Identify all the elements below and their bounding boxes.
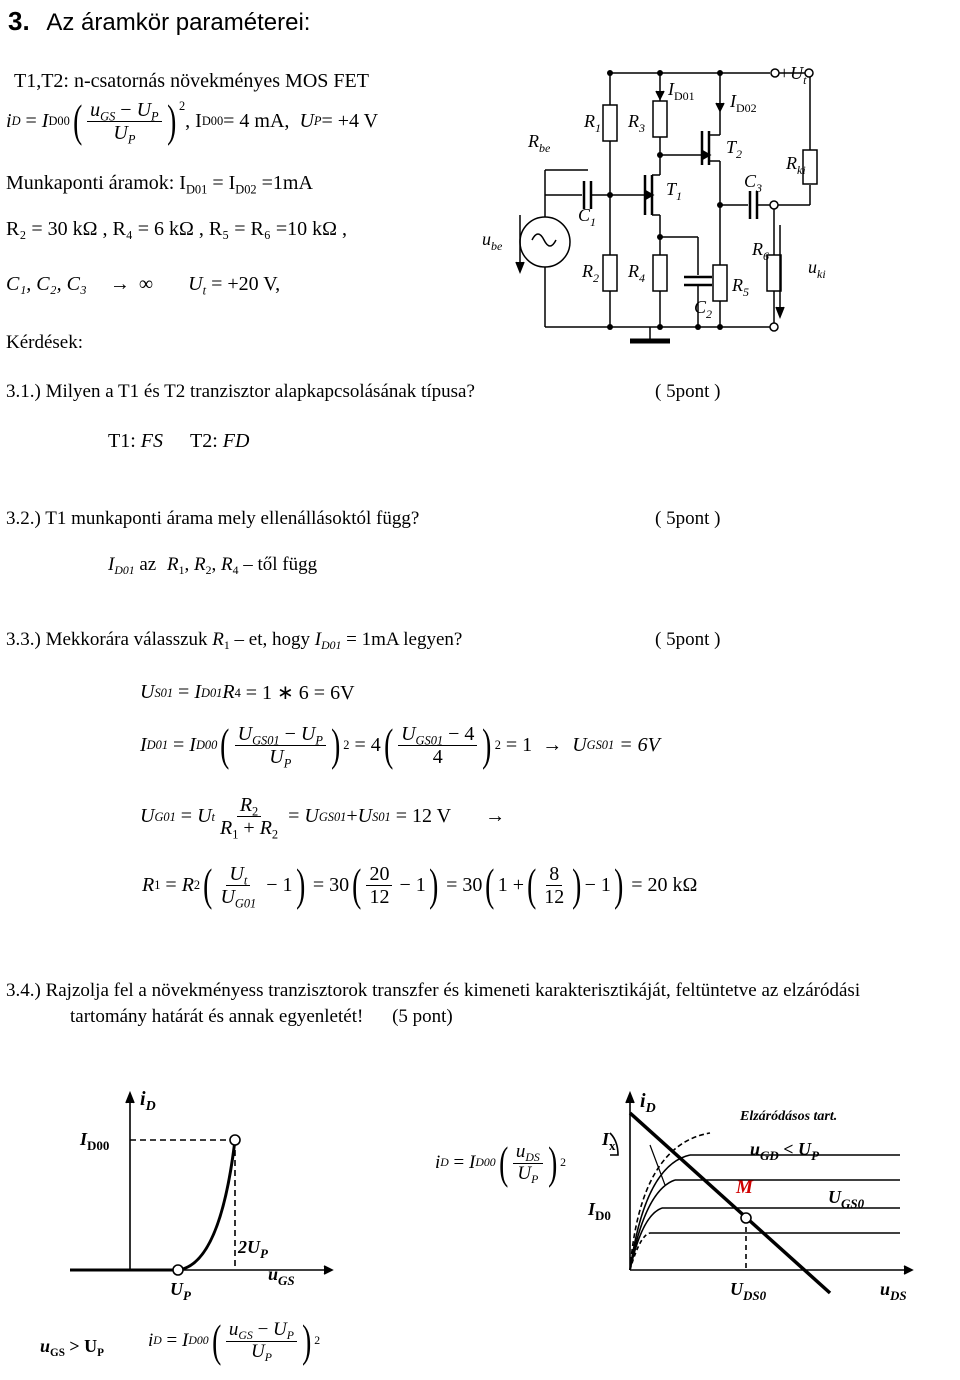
calc-l4-12b: 12 <box>544 885 565 908</box>
t2-label: $T_2$ <box>726 137 743 161</box>
calc-l4-12: 12 <box>369 885 390 908</box>
graph2-ugs0-label: $U_{GS0}$ <box>828 1187 865 1211</box>
section-number: 3. <box>8 6 30 36</box>
r3-label: $R_3$ <box>628 111 645 135</box>
question-3-1: 3.1.) Milyen a T1 és T2 tranzisztor alapkapcsolásának típusa? <box>6 381 475 402</box>
t1-label: $T_1$ <box>666 179 683 203</box>
answer-fd: FD <box>222 430 250 452</box>
param-transistor-type: T1,T2: n-csatornás növekményes MOS FET <box>14 70 369 92</box>
calc-eq1: = 1 <box>505 733 533 756</box>
cond-u: u <box>40 1336 51 1356</box>
graph1-equation: i D = I D00 ( $\frac{u_{GS} - U_P}{U_P}$ ) 2 <box>148 1315 321 1366</box>
calc-line-1-result: = 1 ∗ 6 = 6V <box>245 682 355 704</box>
up-value: = +4 V <box>321 109 379 132</box>
r5-label: $R_5$ <box>732 275 749 299</box>
q4-text2: tartomány határát és annak egyenletét! <box>70 1006 364 1027</box>
c2-label: $C_2$ <box>694 297 713 321</box>
graph1-idoo-label: $I_{D00}$ <box>80 1129 110 1153</box>
r1-label: $R_1$ <box>584 111 601 135</box>
ut-supply-label: $+U_t$ <box>778 63 807 87</box>
rbe-label: $R_{be}$ <box>528 131 551 155</box>
graph2-uds0-label: $U_{DS0}$ <box>730 1279 767 1303</box>
calc-line-2: I D01 = I D00 ( $\frac{U_{GS01} - U_P}{U_P}$ ) 2 = 4 ( $\frac{U_{GS01} - 4}{4}$ ) 2 = 1 → U GS01 = 6V <box>140 719 660 770</box>
question-3-2: 3.2.) T1 munkaponti árama mely ellenállásoktól függ? <box>6 508 420 529</box>
graph1-condition <box>40 1336 104 1357</box>
param-operating-currents: Munkaponti áramok: $I_{D01} = I_{D02} =1mA$ <box>6 172 313 197</box>
infinity-symbol: ∞ <box>138 273 154 295</box>
caps-label: C₁, C₂, C₃ <box>6 273 87 295</box>
calc-l4-8: 8 <box>546 863 562 886</box>
answer-t2-label: T2: <box>190 430 223 452</box>
calc-eq4: = 4 <box>354 733 381 756</box>
output-equation: i D = I D00 ( $\frac{u_{DS}}{U_P}$ ) 2 <box>435 1137 567 1188</box>
graph2-m-label: M <box>736 1177 753 1198</box>
section-heading <box>8 6 310 37</box>
ut-sub: t <box>202 283 207 298</box>
r2-label: $R_2$ <box>582 261 599 285</box>
graph2-id0-label: $I_{D0}$ <box>588 1199 611 1223</box>
answer-3-2-end: től függ <box>257 554 318 575</box>
param-drain-current-equation: i D = I D00 ( $\frac{u_{GS} - U_P}{U_P}$ ) 2 , I D00 = 4 mA, U P = +4 V <box>6 95 379 146</box>
ube-label: $u_{be}$ <box>482 229 503 253</box>
arrow-icon: → <box>485 805 506 827</box>
up-label: U <box>299 109 314 132</box>
calc-l4-a: = 30 <box>312 873 350 896</box>
calc-line-2-result: = 6V <box>619 733 660 756</box>
circuit-diagram <box>470 55 950 355</box>
ut-label: U <box>188 273 203 295</box>
q3-text-a: 3.3.) Mekkorára válasszuk <box>6 629 208 650</box>
output-characteristic-graph <box>570 1085 950 1315</box>
r4-label: $R_4$ <box>628 261 645 285</box>
c3-label: $C_3$ <box>744 171 763 195</box>
arrow-icon: → <box>542 733 563 756</box>
transfer-characteristic-graph <box>60 1085 360 1315</box>
answer-3-1 <box>108 430 249 453</box>
cond-sub2: P <box>97 1346 104 1359</box>
graph2-y-label: $i_D$ <box>640 1090 656 1116</box>
calc-line-4-result: = 20 kΩ <box>631 873 698 896</box>
calc-l4-20: 20 <box>366 863 392 886</box>
answer-t1-label: T1: <box>108 430 141 452</box>
answer-3-2: $I_{D01}$ az $R_1$, $R_2$, $R_4$ – től függ <box>108 554 318 578</box>
question-3-4: 3.4.) Rajzolja fel a növekményess tranzisztorok transzfer és kimeneti karakterisztikáját, feltüntetve az elzáródási <box>6 980 861 1001</box>
graph2-condition: $u_{GD} < U_P$ <box>750 1139 820 1163</box>
uki-label: $u_{ki}$ <box>808 257 826 281</box>
ut-value: = +20 V, <box>206 273 281 295</box>
graph1-up-label: $U_P$ <box>170 1279 191 1303</box>
op-current-eq: = I <box>207 172 236 194</box>
question-3-3: 3.3.) Mekkorára válasszuk $R_1$ – et, hogy $I_{D01} = 1mA$ legyen? <box>6 629 463 653</box>
cond-sub: GS <box>50 1346 65 1359</box>
calc-l4-b: = 30 <box>446 873 483 896</box>
graph1-ugs-label: $u_{GS}$ <box>268 1264 295 1288</box>
r6-label: $R_6$ <box>752 239 769 263</box>
idoo-label: , I <box>185 109 202 132</box>
graph2-cutoff-title: Elzáródásos tart. <box>740 1109 838 1124</box>
section-title: Az áramkör paraméterei: <box>46 9 311 36</box>
q3-text-b: et, hogy <box>248 629 311 650</box>
id02-label: $I_{D02}$ <box>730 91 757 115</box>
calc-line-3-result: = 12 V <box>395 805 452 827</box>
idoo-value: = 4 mA, <box>223 109 290 132</box>
question-3-4-line2 <box>70 1006 453 1028</box>
q3-text-c: = 1mA legyen? <box>346 629 463 650</box>
param-capacitors-supply <box>6 273 280 296</box>
answer-3-2-az: az <box>139 554 157 575</box>
question-3-2-points: ( 5pont ) <box>655 508 721 529</box>
op-current-label: Munkaponti áramok: I <box>6 172 186 194</box>
calc-line-1: U S01 = I D01 R 4 = 1 ∗ 6 = 6V <box>140 681 355 704</box>
calc-line-4: R 1 = R 2 ( $\frac{U_t}{U_{G01}}$ − 1 ) = 30 ( $\frac{20}{12}$ − 1 ) = 30 ( 1 + ( $\frac{8}{12}$ ) − 1 ) = 20 kΩ <box>142 859 698 910</box>
graph2-ix-label: $I_x$ <box>602 1129 616 1153</box>
c1-label: $C_1$ <box>578 205 597 229</box>
arrow-icon: → <box>109 273 130 295</box>
op-current-value: =1mA <box>256 172 313 194</box>
question-3-3-points: ( 5pont ) <box>655 629 721 650</box>
param-resistors: R₂ = 30 kΩ , R₄ = 6 kΩ , R₅ = R₆ =10 kΩ , <box>6 218 347 240</box>
answer-fs: FS <box>140 430 163 452</box>
calc-four: 4 <box>432 745 443 768</box>
rki-label: $R_{ki}$ <box>786 153 806 177</box>
question-3-4-points: (5 pont) <box>392 1006 453 1027</box>
graph1-y-label: $i_D$ <box>140 1088 156 1114</box>
questions-label: Kérdések: <box>6 332 84 353</box>
cond-op: > U <box>64 1336 98 1356</box>
id01-label: $I_{D01}$ <box>668 79 695 103</box>
question-3-1-points: ( 5pont ) <box>655 381 721 402</box>
calc-line-3: U G01 = U t $\frac{R_2}{R_1 + R_2}$ = U GS01 + U S01 = 12 V → <box>140 794 506 842</box>
graph2-uds-label: $u_{DS}$ <box>880 1279 907 1303</box>
graph1-2up-label: $2U_P$ <box>238 1237 268 1261</box>
